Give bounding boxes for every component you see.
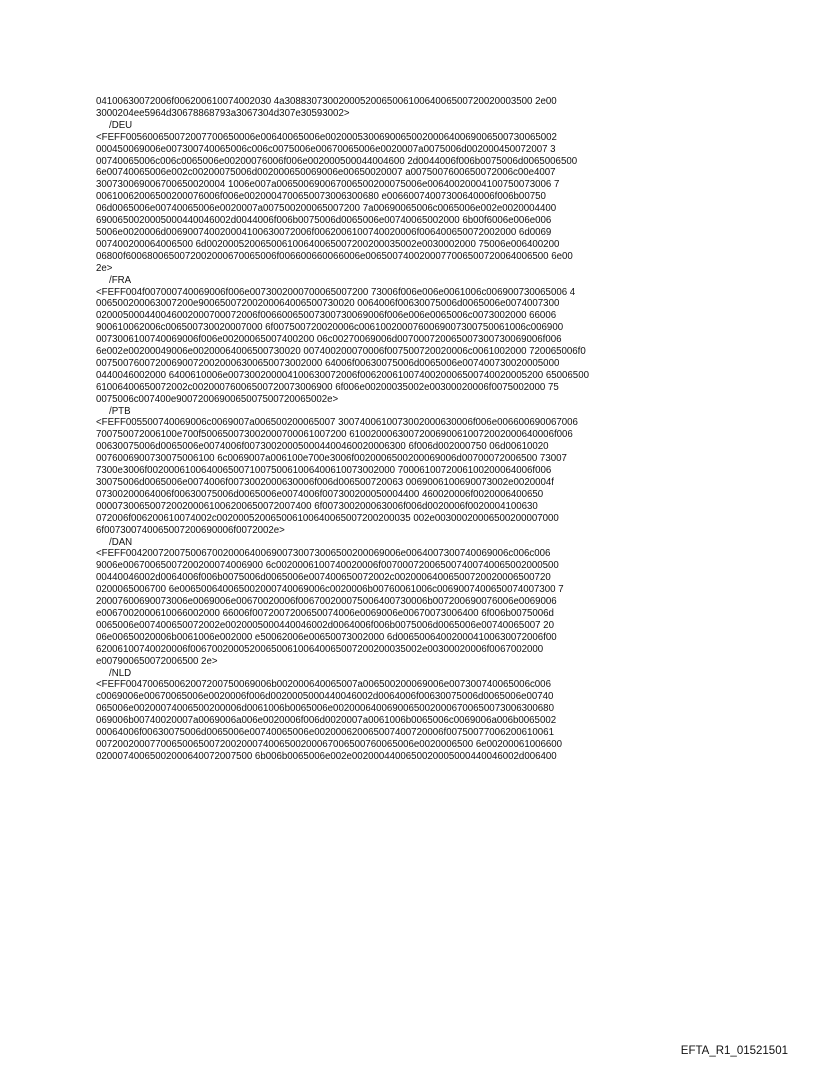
hex-text-line: 00610062006500200076006f006e0020004700650073006300680 e00660074007300640006f006b00750 — [96, 191, 546, 203]
hex-text-line: 6e00740065006e002c00200075006d002000650069006e00650020007 a0075007600650072006c00e4007 — [96, 167, 556, 179]
hex-text-line: 2e> — [96, 262, 113, 274]
hex-text-line: 0065006e007400650072002e0020005000440046002d0064006f006b0075006d0065006e00740065007 20 — [96, 619, 554, 631]
document-id: EFTA_R1_01521501 — [680, 1045, 788, 1057]
hex-text-line: 06800f6006800650072002000670065006f006600660066006e0065007400200077006500720064006500 6e00 — [96, 250, 573, 262]
hex-text-line: 00064006f00630075006d0065006e00740065006e002000620065007400720006f00750077006200610061 — [96, 727, 554, 739]
hex-text-line: 700750072006100e700f500650073002000700061007200 61002000630072006900610072002000640006f006 — [96, 429, 573, 441]
hex-text-line: 0073006100740069006f006e00200065007400200 06c00270069006d007000720065007300730069006f006 — [96, 334, 562, 346]
hex-text-line: 00630075006d0065006e0074006f007300200050004400460020006300 6f006d002000750 06d00610020 — [96, 441, 549, 453]
hex-text-line: 6f007300740065007200690006f0072002e> — [96, 524, 285, 536]
hex-text-line: 0000730065007200200061006200650072007400 6f007300200063006f006d0020006f0020004100630 — [96, 500, 538, 512]
hex-text-line: 0075006c007400e9007200690065007500720065002e> — [96, 393, 339, 405]
section-label: /FRA — [109, 274, 132, 286]
hex-text-line: 00740065006c006c0065006e00200076006f006e002000500044004600 2d0044006f006b0075006d0065006500 — [96, 155, 578, 167]
hex-text-line: 065006e00200074006500200006d0061006b0065006e00200064006900650020006700650073006300680 — [96, 703, 554, 715]
hex-text-line: <FEFF005600650072007700650006e00640065006e0020005300690065002000640069006500730065002 — [96, 131, 557, 143]
hex-text-line: 04100630072006f006200610074002030 4a3088307300200052006500610064006500720020003500 2e00 — [96, 96, 557, 107]
hex-text-line: 900610062006c006500730020007000 6f007500720020006c0061002000760069007300750061006c006900 — [96, 322, 564, 334]
document-body — [96, 96, 736, 763]
hex-text-line: 06e00650020006b0061006e002000 e50062006e00650073002000 6d006500640020004100630072006f00 — [96, 631, 557, 643]
hex-text-line: 30075006d0065006e0074006f0073002000630006f006d006500720063 0069006100690073002e0020004f — [96, 477, 554, 488]
hex-text-line: 00440046002d0064006f006b0075006d0065006e007400650072002c00200064006500720020006500720 — [96, 572, 551, 584]
hex-text-line: 07300200064006f00630075006d0065006e0074006f007300200050004400 460020006f0020006400650 — [96, 488, 544, 500]
hex-text-line: 300730069006700650020004 1006e007a006500690067006500200075006e00640020004100750073006 7 — [96, 179, 560, 191]
hex-text-line: 007500760072006900720020006300650073002000 64006f00630075006d0065006e007400730020005000 — [96, 357, 560, 369]
hex-text-line: 000450069006e007300740065006c006c0075006e00670065006e0020007a0075006d002000450072007 3 — [96, 143, 556, 155]
hex-text-line: 072006f006200610074002c002000520065006100640065007200200035 002e00300020006500200007000 — [96, 512, 559, 524]
hex-text-line: 06d0065006e00740065006e0020007a007500200065007200 7a00690065006c0065006e002e0020004400 — [96, 203, 557, 215]
hex-text-line: 006500200063007200e90065007200200064006500730020 0064006f00630075006d0065006e0074007300 — [96, 298, 560, 310]
hex-text-line: c0069006e00670065006e0020006f006d0020005000440046002d0064006f00630075006d0065006e00740 — [96, 691, 554, 703]
hex-text-line: <FEFF005500740069006c0069007a006500200065007 3007400610073002000630006f006e006600690067006 — [96, 417, 578, 429]
hex-text-line: 9006e00670065007200200074006900 6c0020006100740020006f007000720065007400740065002000500 — [96, 560, 559, 572]
hex-text-line: 02000740065002000640072007500 6b006b0065006e002e0020004400650020005000440046002d006400 — [96, 750, 557, 762]
hex-text-line: 3000204ee5964d30678868793a3067304d307e30593002> — [96, 107, 350, 119]
section-label: /PTB — [109, 405, 131, 417]
hex-text-line: 069006b00740020007a0069006a006e0020006f006d0020007a0061006b0065006c0069006a006b0065002 — [96, 715, 557, 727]
hex-text-line: 20007600690073006e0069006e00670020006f006700200075006400730006b007200690076006e0069006 — [96, 596, 557, 608]
hex-text-line: 6900650020005000440046002d0044006f006b0075006d0065006e00740065002000 6b00f6006e006e006 — [96, 215, 552, 227]
hex-text-line: <FEFF004200720075006700200064006900730073006500200069006e0064007300740069006c006c006 — [96, 548, 551, 560]
hex-text-line: 0076006900730075006100 6c0069007a006100e700e3006f0020006500200069006d00700072006500 73007 — [96, 453, 567, 465]
hex-text-line: <FEFF004f007000740069006f006e0073002000700065007200 73006f006e006e0061006c006900730065006 4 — [96, 286, 576, 298]
hex-text-line: 020005000440046002000700072006f00660065007300730069006f006e006e0065006c0073002000 66006 — [96, 310, 557, 322]
hex-text-line: 7300e3006f0020006100640065007100750061006400610073002000 7000610072006100200064006f006 — [96, 465, 552, 477]
hex-text-line: e007900650072006500 2e> — [96, 655, 218, 667]
hex-text-line: 5006e0020006d006900740020004100630072006f0062006100740020006f006400650072002000 6d0069 — [96, 226, 552, 238]
hex-text-line: 6e002e00200049006e00200064006500730020 007400200070006f007500720020006c0061002000 720065006f0 — [96, 346, 586, 358]
hex-text-line: <FEFF004700650062007200750069006b002000640065007a006500200069006e007300740065006c006 — [96, 679, 551, 691]
section-label: /DEU — [109, 119, 133, 131]
hex-text-line: 0200065006700 6e006500640065002000740069006c0020006b00760061006c0069007400650074007300 7 — [96, 584, 564, 596]
hex-text-line: 62006100740020006f0067002000520065006100640065007200200035002e00300020006f0067002000 — [96, 643, 544, 655]
hex-text-line: 00720020007700650065007200200074006500200067006500760065006e0020006500 6e00200061006600 — [96, 738, 563, 750]
hex-text-line: 61006400650072002c00200076006500720073006900 6f006e00200035002e00300020006f0075002000 75 — [96, 381, 559, 393]
hex-text-line: 0440046002000 6400610006e007300200004100630072006f0062006100740020006500740020005200 65006500 — [96, 369, 589, 381]
hex-text-line: e0067002000610066002000 66006f0072007200650074006e0069006e00670073006400 6f006b0075006d — [96, 607, 554, 619]
section-label: /NLD — [109, 667, 132, 679]
section-label: /DAN — [109, 536, 133, 548]
hex-text-line: 007400200064006500 6d002000520065006100640065007200200035002e0030002000 75006e006400200 — [96, 238, 560, 250]
